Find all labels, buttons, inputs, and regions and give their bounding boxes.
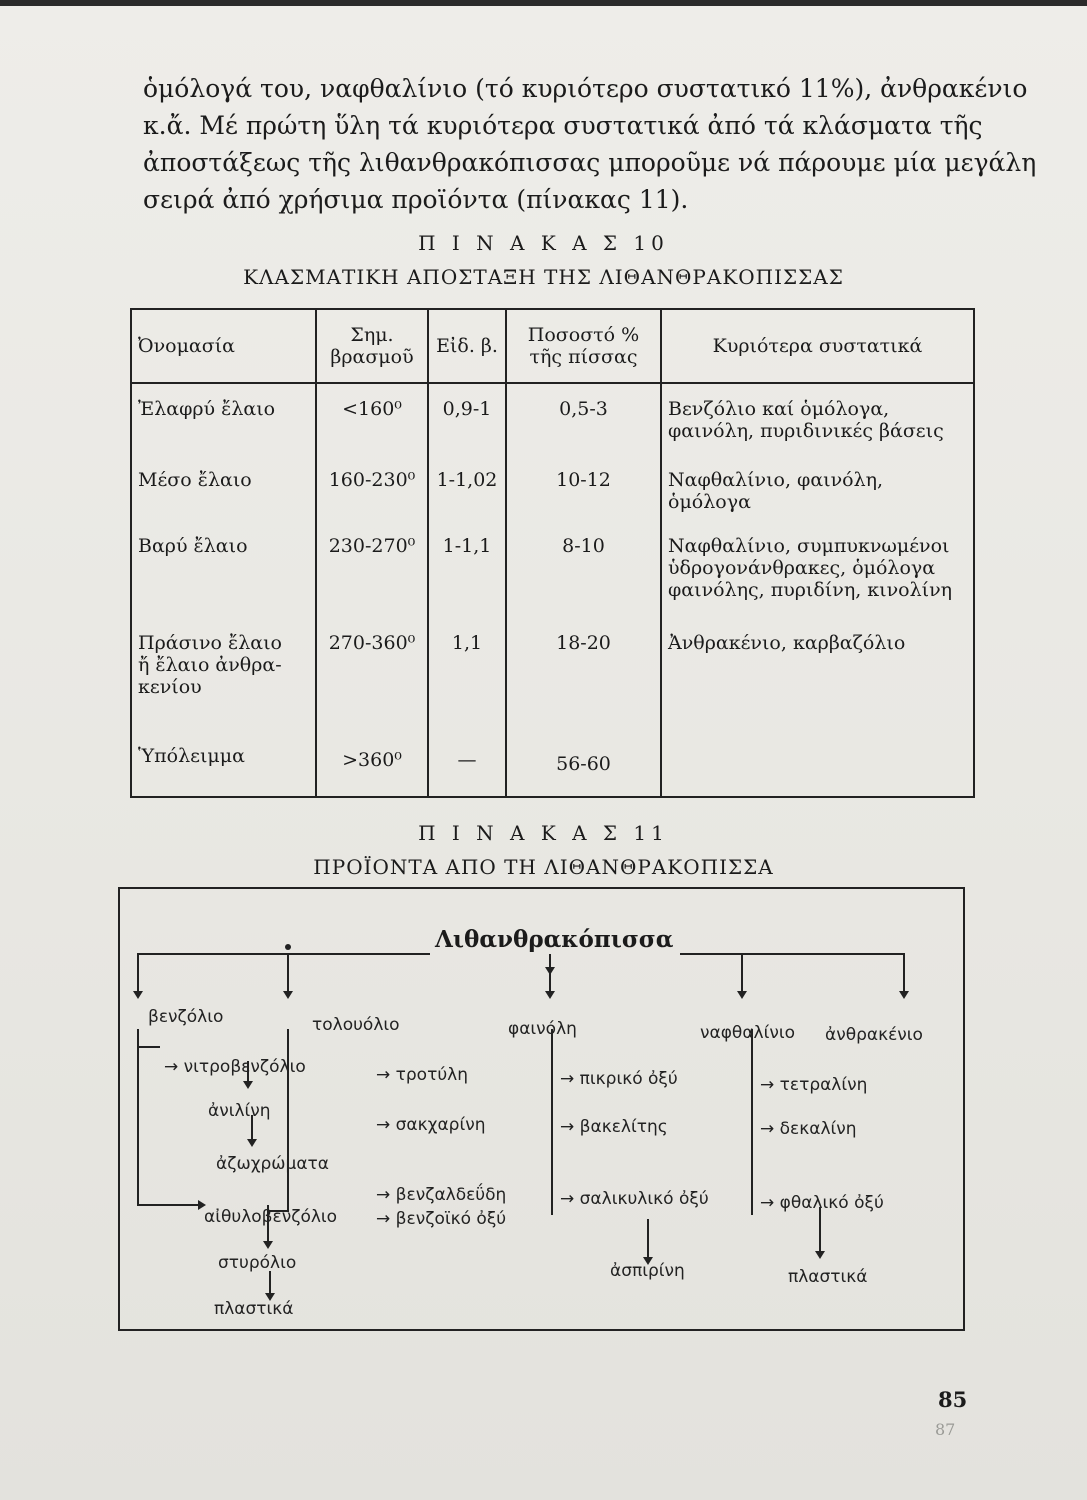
cell-boiling: <160⁰: [316, 383, 428, 467]
arrowhead: [545, 991, 555, 999]
node-toluene: τολουόλιο: [312, 1015, 400, 1035]
node-salicylic-acid: [560, 1189, 709, 1209]
cell-name: Ὑπόλειμμα: [131, 727, 316, 797]
scan-edge: [0, 0, 1087, 6]
cell-density: 1-1,02: [428, 467, 506, 533]
cell-percent: 10-12: [506, 467, 661, 533]
benzaldehyde-label: βενζαλδεΰδη: [395, 1185, 507, 1205]
cell-density: 0,9-1: [428, 383, 506, 467]
cell-percent: 8-10: [506, 533, 661, 630]
name-line: κενίου: [138, 676, 202, 698]
arrowhead: [737, 991, 747, 999]
component-line: φαινόλη, πυριδινικές βάσεις: [668, 420, 944, 442]
component-line: Ναφθαλίνιο, φαινόλη,: [668, 469, 884, 492]
salicylic-acid-label: σαλικυλικό ὀξύ: [579, 1189, 709, 1209]
arrowhead: [545, 967, 555, 975]
arrow-glyph: →: [164, 1057, 179, 1077]
header-percent-line2: τῆς πίσσας: [529, 346, 638, 368]
header-name: Ὀνομασία: [131, 309, 316, 383]
paragraph-line: σειρά ἀπό χρήσιμα προϊόντα (πίνακας 11).: [143, 185, 689, 214]
arrowhead: [263, 1241, 273, 1249]
saccharin-label: σακχαρίνη: [395, 1115, 486, 1135]
cell-percent: 56-60: [506, 727, 661, 797]
cell-boiling: 230-270⁰: [316, 533, 428, 630]
cell-name: Βαρύ ἔλαιο: [131, 533, 316, 630]
arrow-glyph: →: [560, 1189, 575, 1209]
bullet-dot: [285, 944, 291, 950]
arrowhead: [815, 1251, 825, 1259]
header-percent-line1: Ποσοστό %: [527, 324, 640, 346]
table-row: [131, 630, 974, 727]
products-diagram: [118, 887, 965, 1331]
header-boiling-line1: Σημ.: [350, 324, 394, 346]
trotyl-label: τροτύλη: [395, 1065, 468, 1085]
arrowhead: [899, 991, 909, 999]
cell-density: —: [428, 727, 506, 797]
arrowhead: [247, 1139, 257, 1147]
paragraph-line: ὁμόλογά του, ναφθαλίνιο (τό κυριότερο συστατικό 11%), ἀνθρακένιο: [143, 74, 1028, 103]
connector-root-to-anthracene: [680, 954, 904, 991]
node-phenol: φαινόλη: [508, 1019, 577, 1039]
name-line: Πράσινο ἔλαιο: [138, 632, 282, 654]
header-boiling-line2: βρασμοῦ: [330, 346, 414, 368]
cell-components: [661, 727, 974, 797]
node-azo-dyes: ἀζωχρώματα: [216, 1154, 329, 1174]
cell-density: 1-1,1: [428, 533, 506, 630]
header-boiling: [316, 309, 428, 383]
arrowhead: [133, 991, 143, 999]
arrowhead: [243, 1081, 253, 1089]
component-line: Ναφθαλίνιο, συμπυκνωμένοι: [668, 535, 950, 558]
header-components: Κυριότερα συστατικά: [661, 309, 974, 383]
intro-paragraph: [143, 70, 1037, 218]
bakelite-label: βακελίτης: [579, 1117, 668, 1137]
node-styrene: στυρόλιο: [218, 1253, 297, 1273]
cell-components: [661, 383, 974, 467]
bleed-through-page-number: 87: [935, 1420, 956, 1439]
arrow-glyph: →: [560, 1117, 575, 1137]
connector-benzene-trunk: [138, 1029, 198, 1205]
arrow-glyph: →: [760, 1119, 775, 1139]
paragraph-line: κ.ἄ. Μέ πρώτη ὕλη τά κυριότερα συστατικά ἀπό τά κλάσματα τῆς: [143, 111, 983, 140]
phthalic-acid-label: φθαλικό ὀξύ: [779, 1193, 884, 1213]
component-line: ὑδρογονάνθρακες, ὁμόλογα: [668, 557, 936, 580]
component-line: ὁμόλογα: [668, 491, 751, 514]
cell-name: Ἐλαφρύ ἔλαιο: [131, 383, 316, 467]
cell-name: Μέσο ἔλαιο: [131, 467, 316, 533]
node-plastics-2: πλαστικά: [788, 1267, 868, 1287]
cell-components: [661, 467, 974, 533]
name-line: ἤ ἔλαιο ἀνθρα-: [138, 654, 282, 676]
nitrobenzene-label: νιτροβενζόλιο: [183, 1057, 306, 1077]
table-row: [131, 533, 974, 630]
table10-subtitle: ΚΛΑΣΜΑΤΙΚΗ ΑΠΟΣΤΑΞΗ ΤΗΣ ΛΙΘΑΝΘΡΑΚΟΠΙΣΣΑΣ: [243, 265, 844, 289]
node-bakelite: [560, 1117, 668, 1137]
cell-name: [131, 630, 316, 727]
arrow-glyph: →: [376, 1115, 391, 1135]
table11-title: Π Ι Ν Α Κ Α Σ 11: [418, 821, 669, 845]
node-plastics-1: πλαστικά: [214, 1299, 294, 1319]
node-benzoic-acid: [376, 1209, 506, 1229]
node-aspirin: ἀσπιρίνη: [610, 1261, 685, 1281]
node-naphthalene: ναφθαλίνιο: [700, 1023, 795, 1043]
connector-root-to-benzene: [138, 954, 430, 991]
table11-subtitle: ΠΡΟΪΟΝΤΑ ΑΠΟ ΤΗ ΛΙΘΑΝΘΡΑΚΟΠΙΣΣΑ: [313, 855, 774, 879]
benzoic-acid-label: βενζοϊκό ὀξύ: [395, 1209, 507, 1229]
header-density: Εἰδ. β.: [428, 309, 506, 383]
table10: [130, 308, 975, 798]
table-row: [131, 727, 974, 797]
decalin-label: δεκαλίνη: [779, 1119, 857, 1139]
cell-boiling: >360⁰: [316, 727, 428, 797]
node-tetralin: [760, 1075, 867, 1095]
component-line: Ἀνθρακένιο, καρβαζόλιο: [668, 632, 906, 654]
header-percent: [506, 309, 661, 383]
arrow-glyph: →: [760, 1193, 775, 1213]
node-phthalic-acid: [760, 1193, 884, 1213]
cell-percent: 18-20: [506, 630, 661, 727]
table10-header-row: [131, 309, 974, 383]
diagram-root: Λιθανθρακόπισσα: [435, 926, 674, 953]
node-nitrobenzene: [164, 1057, 306, 1077]
paragraph-line: ἀποστάξεως τῆς λιθανθρακόπισσας μποροῦμε νά πάρουμε μία μεγάλη: [143, 148, 1037, 177]
arrow-glyph: →: [376, 1065, 391, 1085]
cell-percent: 0,5-3: [506, 383, 661, 467]
cell-components: [661, 533, 974, 630]
node-decalin: [760, 1119, 857, 1139]
node-picric-acid: [560, 1069, 678, 1089]
cell-boiling: 160-230⁰: [316, 467, 428, 533]
node-saccharin: [376, 1115, 486, 1135]
node-benzaldehyde: [376, 1185, 506, 1205]
node-benzene: βενζόλιο: [148, 1007, 224, 1027]
node-aniline: ἀνιλίνη: [208, 1101, 271, 1121]
arrow-glyph: →: [376, 1185, 391, 1205]
component-line: φαινόλης, πυριδίνη, κινολίνη: [668, 579, 953, 602]
table10-title: Π Ι Ν Α Κ Α Σ 10: [418, 231, 669, 255]
component-line: Βενζόλιο καί ὁμόλογα,: [668, 398, 890, 420]
arrow-glyph: →: [560, 1069, 575, 1089]
cell-components: [661, 630, 974, 727]
page-number: 85: [938, 1387, 968, 1412]
picric-acid-label: πικρικό ὀξύ: [579, 1069, 678, 1089]
arrow-glyph: →: [760, 1075, 775, 1095]
node-anthracene: ἀνθρακένιο: [825, 1025, 923, 1045]
node-ethylbenzene: αἰθυλοβενζόλιο: [204, 1207, 338, 1227]
tetralin-label: τετραλίνη: [779, 1075, 868, 1095]
table-row: [131, 383, 974, 467]
cell-boiling: 270-360⁰: [316, 630, 428, 727]
table-row: [131, 467, 974, 533]
node-trotyl: [376, 1065, 468, 1085]
cell-density: 1,1: [428, 630, 506, 727]
arrow-glyph: →: [376, 1209, 391, 1229]
arrowhead: [283, 991, 293, 999]
